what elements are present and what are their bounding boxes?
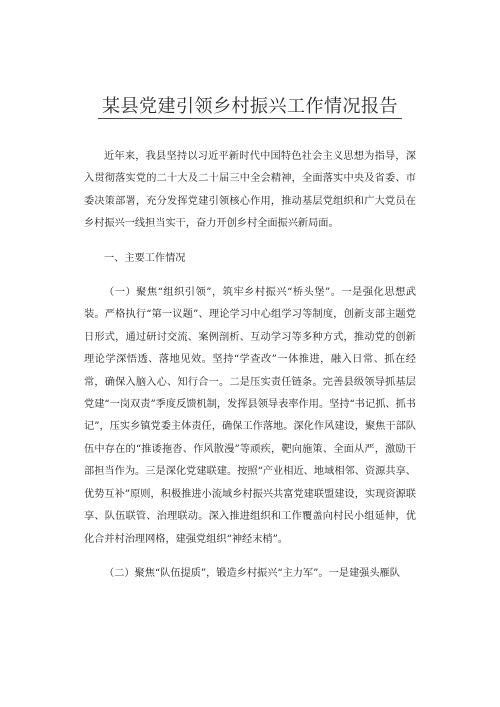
section-heading: 一、主要工作情况	[104, 252, 186, 264]
intro-paragraph: 近年来，我县坚持以习近平新时代中国特色社会主义思想为指导，深入贯彻落实党的二十大及二十届三中全会精神，全面落实中央及省委、市委决策部署，充分发挥党建引领核心作用，推动基层党组织和广大党员在乡村振兴一线担当实干，奋力开创乡村全面振兴新局面。	[84, 151, 416, 230]
subsection-paragraph-2: （二）聚焦“队伍提质”，锻造乡村振兴“主力军”。一是建强头雁队	[104, 567, 400, 579]
subsection-paragraph-1: （一）聚焦“组织引领”，筑牢乡村振兴“桥头堡”。一是强化思想武装。严格执行“第一议题”、理论学习中心组学习等制度，创新支部主题党日形式，通过研讨交流、案例剖析、互动学习等多种方式，推动党的创新理论学深悟透、落地见效。坚持“学查改”一体推进，融入日常、抓在经常，确保入脑入心、知行合一。二是压实责任链条。完善县级领导抓基层党建“一岗双责”季度反馈机制，发挥县领导表率作用。坚持“书记抓、抓书记”，压实乡镇党委主体责任，确保工作落地。深化作风建设，聚焦干部队伍中存在的“推诿拖沓、作风散漫”等顽疾，靶向施策、全面从严，激励干部担当作为。三是深化党建联建。按照“产业相近、地域相邻、资源共享、优势互补”原则，积极推进小流域乡村振兴共富党建联盟建设，实现资源联享、队伍联管、治理联动。深入推进组织和工作覆盖向村民小组延伸，优化合并村治理网格，建强党组织“神经末梢”。	[84, 287, 416, 545]
document-body	[84, 146, 416, 585]
title-underline	[98, 118, 402, 119]
document-title: 某县党建引领乡村振兴工作情况报告	[102, 96, 398, 117]
